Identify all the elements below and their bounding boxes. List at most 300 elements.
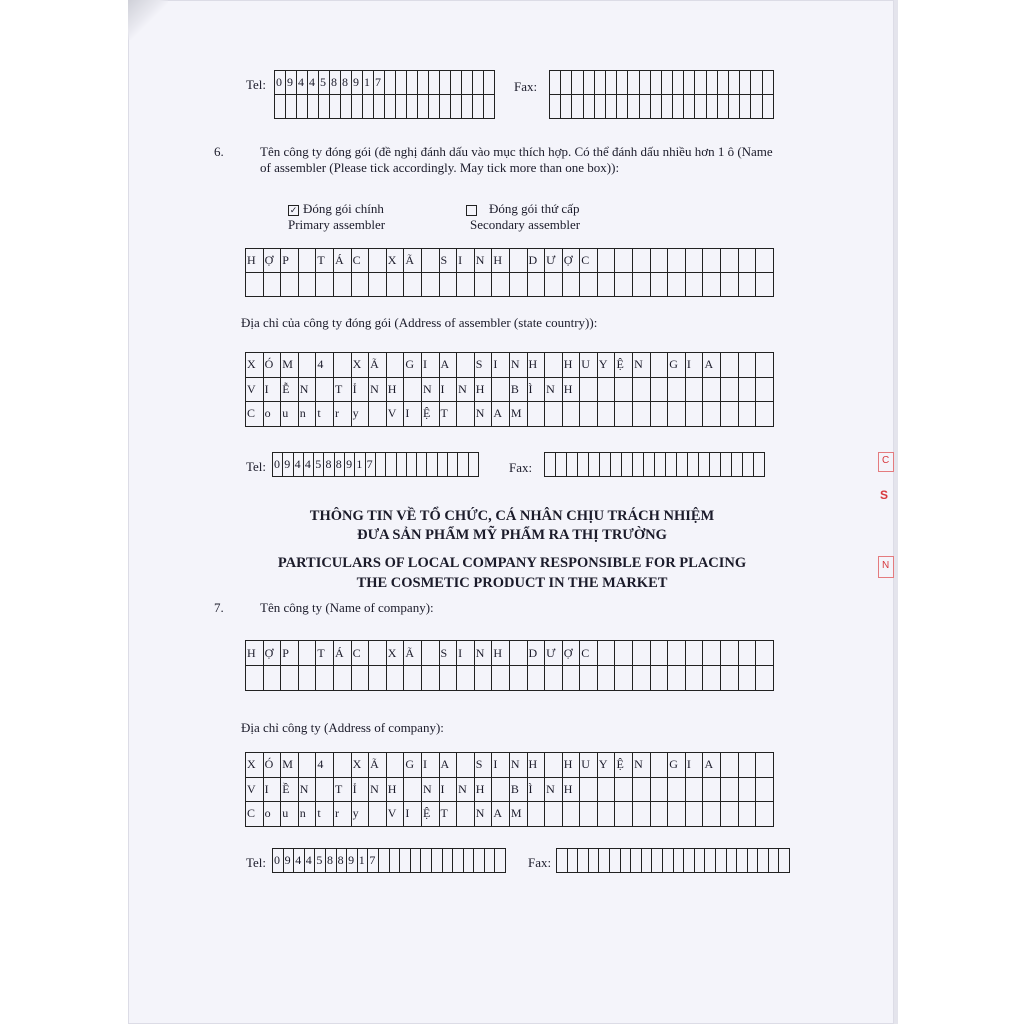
company-address-cell[interactable]: I: [404, 802, 422, 827]
company-address-cell[interactable]: U: [580, 753, 598, 778]
assembler-name-cell[interactable]: [563, 273, 581, 297]
assembler-name-cell[interactable]: [528, 273, 546, 297]
company-address-cell[interactable]: o: [264, 802, 282, 827]
sec5-tel-cell[interactable]: 7: [374, 71, 385, 95]
sec7-tel-cell[interactable]: 9: [347, 849, 358, 873]
sec5-tel-cell[interactable]: [451, 95, 462, 119]
company-address-cell[interactable]: S: [475, 753, 493, 778]
sec7-fax-cell[interactable]: [599, 849, 610, 873]
assembler-name-grid[interactable]: [245, 248, 774, 297]
company-address-cell[interactable]: [633, 778, 651, 803]
company-name-cell[interactable]: [281, 666, 299, 691]
company-name-cell[interactable]: [686, 666, 704, 691]
company-name-cell[interactable]: I: [457, 641, 475, 666]
sec6-tel-cell[interactable]: [376, 453, 386, 477]
company-address-cell[interactable]: I: [686, 753, 704, 778]
assembler-name-cell[interactable]: [615, 249, 633, 273]
sec5-fax-cell[interactable]: [729, 71, 740, 95]
sec5-tel-cell[interactable]: 4: [297, 71, 308, 95]
assembler-address-cell[interactable]: Ỉ: [352, 378, 370, 403]
sec7-tel-cell[interactable]: 9: [284, 849, 295, 873]
company-name-cell[interactable]: [264, 666, 282, 691]
sec5-fax-cell[interactable]: [662, 71, 673, 95]
sec7-tel-cell[interactable]: [453, 849, 464, 873]
sec5-tel-cell[interactable]: [341, 95, 352, 119]
assembler-address-cell[interactable]: [598, 378, 616, 403]
sec7-fax-cell[interactable]: [652, 849, 663, 873]
assembler-name-cell[interactable]: H: [492, 249, 510, 273]
company-address-cell[interactable]: 4: [316, 753, 334, 778]
assembler-address-cell[interactable]: [651, 378, 669, 403]
assembler-name-cell[interactable]: [686, 249, 704, 273]
assembler-name-cell[interactable]: [721, 249, 739, 273]
assembler-address-cell[interactable]: N: [299, 378, 317, 403]
company-address-cell[interactable]: [563, 802, 581, 827]
company-address-cell[interactable]: A: [703, 753, 721, 778]
assembler-address-cell[interactable]: N: [475, 402, 493, 427]
company-address-cell[interactable]: Ề: [281, 778, 299, 803]
assembler-address-cell[interactable]: H: [528, 353, 546, 378]
assembler-address-cell[interactable]: A: [440, 353, 458, 378]
sec5-tel-cell[interactable]: [297, 95, 308, 119]
company-name-cell[interactable]: [334, 666, 352, 691]
assembler-address-cell[interactable]: V: [387, 402, 405, 427]
sec6-tel-cell[interactable]: 9: [345, 453, 355, 477]
assembler-address-cell[interactable]: [615, 378, 633, 403]
assembler-address-cell[interactable]: t: [316, 402, 334, 427]
sec5-tel-cell[interactable]: [473, 71, 484, 95]
sec6-fax-cell[interactable]: [666, 453, 677, 477]
company-address-cell[interactable]: [492, 778, 510, 803]
sec5-fax-cell[interactable]: [595, 95, 606, 119]
assembler-name-cell[interactable]: N: [475, 249, 493, 273]
company-address-cell[interactable]: T: [440, 802, 458, 827]
assembler-address-cell[interactable]: N: [422, 378, 440, 403]
assembler-address-cell[interactable]: N: [510, 353, 528, 378]
sec6-tel-cell[interactable]: [407, 453, 417, 477]
sec5-tel-cell[interactable]: [330, 95, 341, 119]
sec6-fax-cell[interactable]: [622, 453, 633, 477]
sec7-fax-cell[interactable]: [674, 849, 685, 873]
company-address-cell[interactable]: [580, 778, 598, 803]
company-name-cell[interactable]: [615, 641, 633, 666]
assembler-address-cell[interactable]: N: [369, 378, 387, 403]
company-address-cell[interactable]: N: [422, 778, 440, 803]
sec5-fax-cell[interactable]: [718, 95, 729, 119]
company-address-cell[interactable]: [739, 778, 757, 803]
sec5-fax-cell[interactable]: [707, 71, 718, 95]
company-address-cell[interactable]: [598, 778, 616, 803]
assembler-name-cell[interactable]: [387, 273, 405, 297]
assembler-name-cell[interactable]: [598, 249, 616, 273]
company-address-cell[interactable]: [615, 778, 633, 803]
assembler-name-cell[interactable]: [686, 273, 704, 297]
sec6-tel-cell[interactable]: 9: [283, 453, 293, 477]
assembler-address-cell[interactable]: I: [492, 353, 510, 378]
company-address-cell[interactable]: N: [633, 753, 651, 778]
sec5-tel-cell[interactable]: [275, 95, 286, 119]
sec5-fax-cell[interactable]: [684, 71, 695, 95]
company-name-cell[interactable]: D: [528, 641, 546, 666]
assembler-name-cell[interactable]: D: [528, 249, 546, 273]
sec7-fax-cell[interactable]: [621, 849, 632, 873]
assembler-address-cell[interactable]: y: [352, 402, 370, 427]
company-address-cell[interactable]: [668, 778, 686, 803]
company-address-cell[interactable]: V: [387, 802, 405, 827]
assembler-address-cell[interactable]: [686, 402, 704, 427]
assembler-name-cell[interactable]: [756, 273, 774, 297]
assembler-address-cell[interactable]: G: [404, 353, 422, 378]
assembler-address-cell[interactable]: [703, 402, 721, 427]
sec5-fax-cell[interactable]: [718, 71, 729, 95]
assembler-address-cell[interactable]: I: [440, 378, 458, 403]
assembler-address-cell[interactable]: Ễ: [281, 378, 299, 403]
sec6-tel-cell[interactable]: 8: [335, 453, 345, 477]
sec7-fax-cell[interactable]: [610, 849, 621, 873]
assembler-name-cell[interactable]: [369, 273, 387, 297]
company-address-cell[interactable]: Ã: [369, 753, 387, 778]
company-name-cell[interactable]: [246, 666, 264, 691]
company-address-cell[interactable]: [598, 802, 616, 827]
sec5-tel-cell[interactable]: [440, 95, 451, 119]
assembler-name-cell[interactable]: [580, 273, 598, 297]
company-address-cell[interactable]: N: [475, 802, 493, 827]
sec7-fax-cell[interactable]: [695, 849, 706, 873]
assembler-name-cell[interactable]: [299, 249, 317, 273]
sec6-fax-cell[interactable]: [600, 453, 611, 477]
assembler-address-cell[interactable]: [528, 402, 546, 427]
sec5-tel-cell[interactable]: [286, 95, 297, 119]
sec7-tel-cell[interactable]: 0: [273, 849, 284, 873]
company-address-cell[interactable]: Y: [598, 753, 616, 778]
assembler-address-cell[interactable]: [299, 353, 317, 378]
company-address-cell[interactable]: I: [492, 753, 510, 778]
assembler-name-cell[interactable]: [721, 273, 739, 297]
company-name-cell[interactable]: [528, 666, 546, 691]
sec5-tel-cell[interactable]: [462, 71, 473, 95]
assembler-address-cell[interactable]: N: [633, 353, 651, 378]
assembler-address-cell[interactable]: Ã: [369, 353, 387, 378]
sec6-fax-cell[interactable]: [721, 453, 732, 477]
assembler-name-cell[interactable]: [598, 273, 616, 297]
sec5-tel-cell[interactable]: [319, 95, 330, 119]
sec5-tel-cell[interactable]: [396, 71, 407, 95]
sec7-tel-cell[interactable]: [400, 849, 411, 873]
sec7-tel-cell[interactable]: 4: [305, 849, 316, 873]
sec5-tel-cell[interactable]: [418, 71, 429, 95]
company-name-cell[interactable]: [440, 666, 458, 691]
sec5-fax-cell[interactable]: [651, 95, 662, 119]
sec7-tel-cell[interactable]: [390, 849, 401, 873]
secondary-checkbox[interactable]: [466, 205, 477, 216]
assembler-address-cell[interactable]: [545, 353, 563, 378]
company-name-cell[interactable]: [615, 666, 633, 691]
sec7-fax-cell[interactable]: [727, 849, 738, 873]
company-address-cell[interactable]: [387, 753, 405, 778]
sec6-fax-cell[interactable]: [754, 453, 765, 477]
assembler-name-cell[interactable]: [703, 273, 721, 297]
company-address-cell[interactable]: I: [422, 753, 440, 778]
assembler-address-cell[interactable]: A: [703, 353, 721, 378]
company-address-cell[interactable]: H: [475, 778, 493, 803]
assembler-address-cell[interactable]: [457, 353, 475, 378]
sec7-tel-cell[interactable]: 1: [358, 849, 369, 873]
company-name-cell[interactable]: C: [352, 641, 370, 666]
sec6-tel-grid[interactable]: [272, 452, 479, 477]
sec5-fax-cell[interactable]: [740, 95, 751, 119]
assembler-address-cell[interactable]: [721, 402, 739, 427]
sec6-fax-cell[interactable]: [688, 453, 699, 477]
sec5-fax-cell[interactable]: [628, 95, 639, 119]
assembler-address-cell[interactable]: S: [475, 353, 493, 378]
assembler-name-cell[interactable]: P: [281, 249, 299, 273]
assembler-name-cell[interactable]: [633, 249, 651, 273]
sec6-fax-cell[interactable]: [677, 453, 688, 477]
company-address-cell[interactable]: Ệ: [422, 802, 440, 827]
assembler-address-cell[interactable]: H: [475, 378, 493, 403]
sec7-fax-cell[interactable]: [642, 849, 653, 873]
sec5-tel-cell[interactable]: [418, 95, 429, 119]
company-address-cell[interactable]: I: [264, 778, 282, 803]
sec7-fax-cell[interactable]: [769, 849, 780, 873]
company-address-cell[interactable]: H: [528, 753, 546, 778]
assembler-name-cell[interactable]: [422, 273, 440, 297]
assembler-name-cell[interactable]: Ư: [545, 249, 563, 273]
company-address-cell[interactable]: [686, 778, 704, 803]
sec7-tel-cell[interactable]: 8: [337, 849, 348, 873]
assembler-address-cell[interactable]: H: [563, 353, 581, 378]
sec5-tel-cell[interactable]: [407, 71, 418, 95]
company-address-cell[interactable]: [651, 778, 669, 803]
sec5-fax-cell[interactable]: [561, 95, 572, 119]
sec7-fax-cell[interactable]: [716, 849, 727, 873]
sec5-fax-cell[interactable]: [673, 71, 684, 95]
sec5-tel-cell[interactable]: 0: [275, 71, 286, 95]
company-address-cell[interactable]: [457, 753, 475, 778]
sec7-tel-cell[interactable]: [411, 849, 422, 873]
company-address-cell[interactable]: [457, 802, 475, 827]
company-address-cell[interactable]: t: [316, 802, 334, 827]
assembler-address-cell[interactable]: [316, 378, 334, 403]
company-address-cell[interactable]: [703, 778, 721, 803]
assembler-name-cell[interactable]: [492, 273, 510, 297]
assembler-name-cell[interactable]: [739, 273, 757, 297]
company-name-cell[interactable]: [651, 666, 669, 691]
sec7-tel-cell[interactable]: [432, 849, 443, 873]
company-name-cell[interactable]: [422, 666, 440, 691]
sec5-fax-cell[interactable]: [550, 95, 561, 119]
company-name-cell[interactable]: T: [316, 641, 334, 666]
company-name-cell[interactable]: [545, 666, 563, 691]
assembler-name-cell[interactable]: [334, 273, 352, 297]
company-name-cell[interactable]: [475, 666, 493, 691]
sec7-tel-cell[interactable]: [485, 849, 496, 873]
sec7-fax-cell[interactable]: [568, 849, 579, 873]
sec6-fax-cell[interactable]: [743, 453, 754, 477]
assembler-address-cell[interactable]: B: [510, 378, 528, 403]
sec7-tel-cell[interactable]: [495, 849, 506, 873]
company-address-cell[interactable]: X: [352, 753, 370, 778]
company-name-cell[interactable]: [756, 666, 774, 691]
assembler-name-cell[interactable]: Ợ: [563, 249, 581, 273]
sec7-tel-cell[interactable]: [421, 849, 432, 873]
sec5-fax-cell[interactable]: [584, 71, 595, 95]
assembler-address-cell[interactable]: [563, 402, 581, 427]
assembler-address-cell[interactable]: Y: [598, 353, 616, 378]
company-name-cell[interactable]: C: [580, 641, 598, 666]
sec7-tel-cell[interactable]: 5: [315, 849, 326, 873]
assembler-name-cell[interactable]: [756, 249, 774, 273]
sec5-fax-cell[interactable]: [684, 95, 695, 119]
sec5-tel-cell[interactable]: 5: [319, 71, 330, 95]
assembler-address-cell[interactable]: N: [545, 378, 563, 403]
company-name-cell[interactable]: [299, 666, 317, 691]
company-address-cell[interactable]: [369, 802, 387, 827]
assembler-name-cell[interactable]: [668, 249, 686, 273]
company-name-cell[interactable]: Ư: [545, 641, 563, 666]
assembler-address-cell[interactable]: [633, 402, 651, 427]
sec6-fax-cell[interactable]: [611, 453, 622, 477]
assembler-name-cell[interactable]: X: [387, 249, 405, 273]
sec5-fax-cell[interactable]: [763, 95, 774, 119]
sec6-fax-grid[interactable]: [544, 452, 765, 477]
assembler-address-cell[interactable]: I: [686, 353, 704, 378]
company-address-cell[interactable]: T: [334, 778, 352, 803]
sec5-fax-cell[interactable]: [751, 95, 762, 119]
company-address-cell[interactable]: [756, 753, 774, 778]
sec5-fax-cell[interactable]: [707, 95, 718, 119]
assembler-address-cell[interactable]: [580, 378, 598, 403]
assembler-name-cell[interactable]: [299, 273, 317, 297]
sec6-tel-cell[interactable]: [417, 453, 427, 477]
sec5-tel-cell[interactable]: [308, 95, 319, 119]
assembler-address-cell[interactable]: M: [281, 353, 299, 378]
sec6-fax-cell[interactable]: [633, 453, 644, 477]
company-address-cell[interactable]: H: [563, 753, 581, 778]
assembler-address-cell[interactable]: H: [563, 378, 581, 403]
sec5-tel-cell[interactable]: [429, 71, 440, 95]
sec6-tel-cell[interactable]: 7: [366, 453, 376, 477]
assembler-name-cell[interactable]: [475, 273, 493, 297]
sec5-tel-cell[interactable]: 4: [308, 71, 319, 95]
assembler-name-cell[interactable]: [668, 273, 686, 297]
company-address-cell[interactable]: N: [299, 778, 317, 803]
sec6-tel-cell[interactable]: [448, 453, 458, 477]
company-address-cell[interactable]: [739, 753, 757, 778]
assembler-name-cell[interactable]: Á: [334, 249, 352, 273]
sec5-tel-cell[interactable]: [484, 95, 495, 119]
company-address-cell[interactable]: [668, 802, 686, 827]
sec5-fax-grid[interactable]: [549, 70, 774, 119]
assembler-address-cell[interactable]: [668, 402, 686, 427]
sec7-tel-grid[interactable]: [272, 848, 506, 873]
assembler-address-cell[interactable]: U: [580, 353, 598, 378]
assembler-address-cell[interactable]: 4: [316, 353, 334, 378]
company-address-cell[interactable]: u: [281, 802, 299, 827]
assembler-name-cell[interactable]: [264, 273, 282, 297]
sec5-fax-cell[interactable]: [595, 71, 606, 95]
company-name-cell[interactable]: [756, 641, 774, 666]
assembler-name-cell[interactable]: S: [440, 249, 458, 273]
company-address-cell[interactable]: [756, 778, 774, 803]
company-name-cell[interactable]: [633, 641, 651, 666]
sec5-fax-cell[interactable]: [673, 95, 684, 119]
sec5-fax-cell[interactable]: [572, 71, 583, 95]
sec5-fax-cell[interactable]: [695, 71, 706, 95]
company-name-cell[interactable]: [387, 666, 405, 691]
assembler-address-cell[interactable]: X: [246, 353, 264, 378]
assembler-address-cell[interactable]: M: [510, 402, 528, 427]
assembler-address-cell[interactable]: [457, 402, 475, 427]
company-address-cell[interactable]: G: [668, 753, 686, 778]
company-name-cell[interactable]: [721, 641, 739, 666]
company-name-cell[interactable]: Á: [334, 641, 352, 666]
assembler-address-cell[interactable]: [756, 378, 774, 403]
company-name-grid[interactable]: [245, 640, 774, 691]
sec7-fax-cell[interactable]: [779, 849, 790, 873]
assembler-name-cell[interactable]: [545, 273, 563, 297]
sec6-fax-cell[interactable]: [567, 453, 578, 477]
company-name-cell[interactable]: [739, 666, 757, 691]
company-address-cell[interactable]: y: [352, 802, 370, 827]
company-name-cell[interactable]: [492, 666, 510, 691]
company-name-cell[interactable]: [651, 641, 669, 666]
company-address-cell[interactable]: [615, 802, 633, 827]
company-name-cell[interactable]: N: [475, 641, 493, 666]
company-address-cell[interactable]: [545, 802, 563, 827]
sec7-tel-cell[interactable]: 8: [326, 849, 337, 873]
sec7-tel-cell[interactable]: [379, 849, 390, 873]
assembler-name-cell[interactable]: Ã: [404, 249, 422, 273]
assembler-address-cell[interactable]: [334, 353, 352, 378]
sec5-tel-cell[interactable]: [484, 71, 495, 95]
sec6-tel-cell[interactable]: 8: [324, 453, 334, 477]
sec5-tel-cell[interactable]: [363, 95, 374, 119]
sec6-fax-cell[interactable]: [710, 453, 721, 477]
company-name-cell[interactable]: [598, 666, 616, 691]
sec5-tel-grid[interactable]: [274, 70, 495, 119]
assembler-address-cell[interactable]: [404, 378, 422, 403]
sec5-fax-cell[interactable]: [662, 95, 673, 119]
sec6-tel-cell[interactable]: 0: [273, 453, 283, 477]
sec6-tel-cell[interactable]: [469, 453, 479, 477]
assembler-address-cell[interactable]: [598, 402, 616, 427]
secondary-assembler-option[interactable]: [466, 202, 579, 217]
company-address-cell[interactable]: r: [334, 802, 352, 827]
sec5-tel-cell[interactable]: [473, 95, 484, 119]
company-name-cell[interactable]: P: [281, 641, 299, 666]
assembler-name-cell[interactable]: Ợ: [264, 249, 282, 273]
sec5-tel-cell[interactable]: [407, 95, 418, 119]
assembler-address-cell[interactable]: [545, 402, 563, 427]
sec7-fax-cell[interactable]: [631, 849, 642, 873]
assembler-name-cell[interactable]: H: [246, 249, 264, 273]
assembler-name-cell[interactable]: [352, 273, 370, 297]
company-name-cell[interactable]: [721, 666, 739, 691]
company-address-cell[interactable]: Ỉ: [352, 778, 370, 803]
company-name-cell[interactable]: [739, 641, 757, 666]
primary-assembler-option[interactable]: [288, 202, 384, 217]
assembler-address-cell[interactable]: [668, 378, 686, 403]
primary-checkbox[interactable]: ✓: [289, 204, 298, 215]
assembler-name-cell[interactable]: [316, 273, 334, 297]
sec7-tel-cell[interactable]: 7: [368, 849, 379, 873]
assembler-address-cell[interactable]: [580, 402, 598, 427]
assembler-address-cell[interactable]: [721, 353, 739, 378]
company-address-cell[interactable]: [404, 778, 422, 803]
assembler-name-cell[interactable]: [651, 249, 669, 273]
sec6-fax-cell[interactable]: [655, 453, 666, 477]
